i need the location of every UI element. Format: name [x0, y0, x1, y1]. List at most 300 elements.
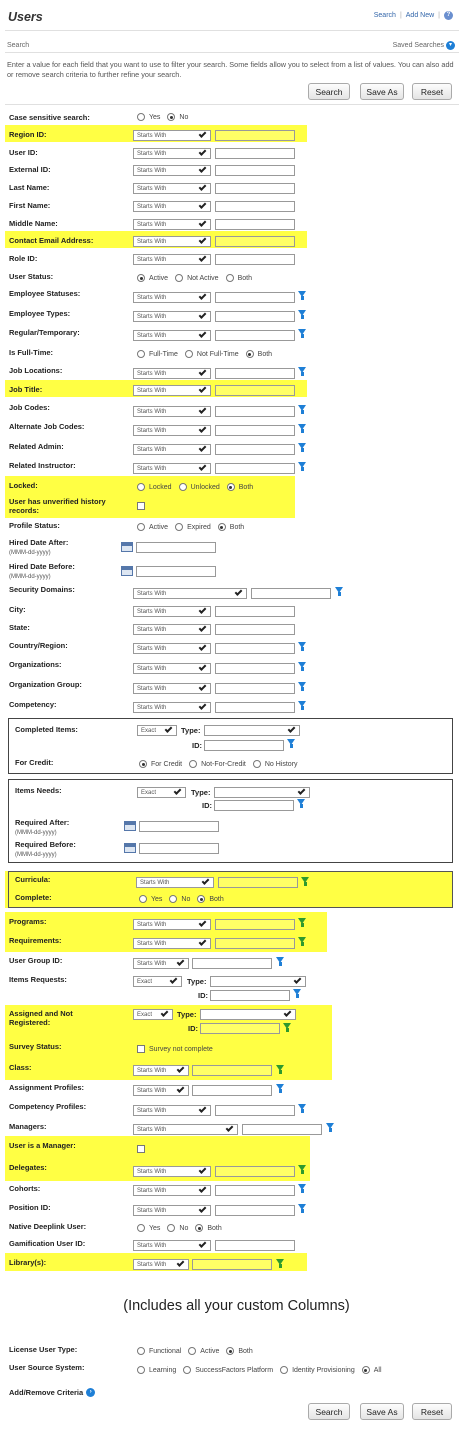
radio-label: Active: [149, 274, 169, 282]
yes-radio[interactable]: [137, 1224, 145, 1232]
select-value: Starts With: [137, 167, 167, 174]
label-text: Required After:: [15, 818, 70, 827]
alt-job-codes-label: Alternate Job Codes:: [9, 422, 85, 431]
employee-statuses-operator[interactable]: [133, 292, 211, 303]
gamification-id-label: Gamification User ID:: [9, 1239, 86, 1248]
select-value: Starts With: [137, 1261, 167, 1268]
unverified-label: User has unverified history records:: [9, 497, 106, 515]
regular-temporary-input[interactable]: [215, 330, 295, 341]
source-system-radios: [137, 1366, 385, 1374]
security-domains-input[interactable]: [251, 588, 331, 599]
link-text: Add/Remove Criteria: [9, 1388, 84, 1397]
select-value: Starts With: [137, 940, 167, 947]
country-input[interactable]: [215, 643, 295, 654]
chevron-down-icon: [177, 1085, 185, 1093]
select-value: Starts With: [137, 1187, 167, 1194]
id-label: ID:: [198, 991, 208, 1000]
both-radio[interactable]: [218, 523, 226, 531]
contact-email-operator[interactable]: [133, 236, 211, 247]
chevron-down-icon: [199, 444, 207, 452]
filter-icon[interactable]: [298, 310, 306, 316]
radio-label: No: [181, 895, 191, 903]
programs-input[interactable]: [215, 919, 295, 930]
divider: [5, 30, 459, 31]
license-type-label: License User Type:: [9, 1345, 78, 1354]
survey-not-complete-checkbox[interactable]: [137, 1045, 145, 1053]
user-id-label: User ID:: [9, 148, 38, 157]
for-credit-radios: [139, 760, 301, 768]
radio-label: Both: [238, 483, 254, 491]
regular-temporary-label: Regular/Temporary:: [9, 328, 80, 337]
chevron-down-icon: [284, 1009, 292, 1017]
radio-label: Both: [238, 1347, 253, 1355]
job-title-label: Job Title:: [9, 385, 43, 394]
select-value: Starts With: [137, 427, 167, 434]
add-remove-criteria-link[interactable]: [9, 1388, 95, 1397]
security-domains-operator[interactable]: [133, 588, 247, 599]
yes-radio[interactable]: [139, 895, 147, 903]
select-value: Starts With: [137, 294, 167, 301]
programs-operator[interactable]: [133, 919, 211, 930]
full-time-radio[interactable]: [137, 350, 145, 358]
position-id-operator[interactable]: [133, 1205, 211, 1216]
delegates-input[interactable]: [215, 1166, 295, 1177]
functional-radio[interactable]: [137, 1347, 145, 1355]
user-status-label: User Status:: [9, 272, 54, 281]
save-as-button-bottom[interactable]: Save As: [360, 1403, 404, 1420]
type-label: Type:: [177, 1010, 197, 1019]
competency-profiles-operator[interactable]: [133, 1105, 211, 1116]
org-group-input[interactable]: [215, 683, 295, 694]
competency-profiles-input[interactable]: [215, 1105, 295, 1116]
middle-name-operator[interactable]: [133, 219, 211, 230]
chevron-down-icon: [199, 330, 207, 338]
separator: |: [399, 12, 402, 19]
reset-button-bottom[interactable]: Reset: [412, 1403, 452, 1420]
position-id-label: Position ID:: [9, 1203, 51, 1212]
select-value: Starts With: [137, 1168, 167, 1175]
delegates-operator[interactable]: [133, 1166, 211, 1177]
required-before-label: [15, 840, 76, 860]
select-value: Starts With: [137, 1067, 167, 1074]
job-locations-operator[interactable]: [133, 368, 211, 379]
radio-label: Functional: [149, 1347, 182, 1355]
related-admin-input[interactable]: [215, 444, 295, 455]
intro-text: Enter a value for each field that you want to use to filter your search. Some fields allow you to select from a list of values. You can also add or remove search criteria to further refine your search.: [7, 60, 454, 79]
role-id-input[interactable]: [215, 254, 295, 265]
filter-icon[interactable]: [298, 701, 306, 707]
select-value: Starts With: [137, 960, 167, 967]
chevron-down-icon: [199, 919, 207, 927]
libraries-label: Library(s):: [9, 1258, 47, 1267]
filter-icon[interactable]: [297, 799, 305, 805]
select-value: Starts With: [137, 921, 167, 928]
hired-before-label: [9, 562, 75, 582]
filter-icon[interactable]: [298, 462, 306, 468]
type-label: Type:: [181, 726, 201, 735]
last-name-input[interactable]: [215, 183, 295, 194]
active-radio[interactable]: [188, 1347, 196, 1355]
filter-icon[interactable]: [287, 739, 295, 745]
chevron-down-icon: [165, 725, 173, 733]
state-input[interactable]: [215, 624, 295, 635]
alt-job-codes-input[interactable]: [215, 425, 295, 436]
select-value: Starts With: [137, 313, 167, 320]
city-input[interactable]: [215, 606, 295, 617]
is-manager-label: User is a Manager:: [9, 1141, 76, 1150]
state-operator[interactable]: [133, 624, 211, 635]
identity-radio[interactable]: [280, 1366, 288, 1374]
assigned-label: Assigned and Not Registered:: [9, 1009, 73, 1027]
radio-label: Both: [209, 895, 224, 903]
completed-items-type-select[interactable]: [204, 725, 300, 736]
native-deeplink-radios: [137, 1224, 225, 1232]
profile-status-label: Profile Status:: [9, 521, 60, 530]
complete-label: Complete:: [15, 893, 52, 902]
filter-icon[interactable]: [276, 957, 284, 963]
required-before-input[interactable]: [139, 843, 219, 854]
date-format-hint: (MMM-dd-yyyy): [15, 852, 57, 858]
for-credit-label: For Credit:: [15, 758, 54, 767]
select-value: Starts With: [137, 370, 167, 377]
related-instructor-input[interactable]: [215, 463, 295, 474]
libraries-input[interactable]: [192, 1259, 272, 1270]
cohorts-input[interactable]: [215, 1185, 295, 1196]
chevron-down-icon: [199, 385, 207, 393]
unlocked-radio[interactable]: [179, 483, 187, 491]
region-id-operator[interactable]: [133, 130, 211, 141]
chevron-down-icon: [288, 725, 296, 733]
select-value: Starts With: [137, 704, 167, 711]
filter-icon[interactable]: [298, 1165, 306, 1171]
organizations-operator[interactable]: [133, 663, 211, 674]
select-value: Starts With: [137, 685, 167, 692]
items-requests-type-select[interactable]: [210, 976, 306, 987]
select-value: Starts With: [137, 203, 167, 210]
filter-icon[interactable]: [276, 1084, 284, 1090]
not-for-credit-radio[interactable]: [189, 760, 197, 768]
filter-icon[interactable]: [298, 291, 306, 297]
class-input[interactable]: [192, 1065, 272, 1076]
license-type-radios: [137, 1347, 256, 1355]
radio-label: No: [179, 1224, 189, 1232]
assigned-type-select[interactable]: [200, 1009, 296, 1020]
middle-name-input[interactable]: [215, 219, 295, 230]
no-radio[interactable]: [167, 1224, 175, 1232]
items-requests-operator[interactable]: [133, 976, 182, 987]
saved-searches-label: Saved Searches: [392, 42, 444, 49]
region-id-input[interactable]: [215, 130, 295, 141]
position-id-input[interactable]: [215, 1205, 295, 1216]
select-value: Starts With: [137, 590, 167, 597]
expired-radio[interactable]: [175, 523, 183, 531]
contact-email-input[interactable]: [215, 236, 295, 247]
hired-before-input[interactable]: [136, 566, 216, 577]
radio-label: Identity Provisioning: [292, 1366, 355, 1374]
filter-icon[interactable]: [293, 989, 301, 995]
radio-label: Yes: [149, 1224, 161, 1232]
regular-temporary-operator[interactable]: [133, 330, 211, 341]
filter-icon[interactable]: [335, 587, 343, 593]
both-radio[interactable]: [227, 483, 235, 491]
page-title: Users: [8, 10, 43, 24]
organizations-input[interactable]: [215, 663, 295, 674]
filter-icon[interactable]: [298, 937, 306, 943]
select-value: Starts With: [137, 446, 167, 453]
region-id-label: Region ID:: [9, 130, 47, 139]
radio-label: Active: [200, 1347, 220, 1355]
radio-label: SuccessFactors Platform: [195, 1366, 274, 1374]
radio-label: Both: [207, 1224, 222, 1232]
completed-items-id-input[interactable]: [204, 740, 284, 751]
chevron-down-icon: [199, 148, 207, 156]
radio-label: All: [373, 1366, 382, 1374]
filter-icon[interactable]: [298, 367, 306, 373]
locked-radio[interactable]: [137, 483, 145, 491]
cohorts-operator[interactable]: [133, 1185, 211, 1196]
select-value: Starts With: [137, 608, 167, 615]
chevron-down-icon: [199, 1205, 207, 1213]
search-link[interactable]: Search: [373, 12, 396, 19]
items-needs-type-select[interactable]: [214, 787, 310, 798]
user-status-radios: [137, 274, 255, 282]
select-value: Starts With: [137, 132, 167, 139]
case-sensitive-radios: [137, 113, 191, 121]
chevron-down-icon: [199, 219, 207, 227]
employee-statuses-input[interactable]: [215, 292, 295, 303]
assigned-operator[interactable]: [133, 1009, 173, 1020]
radio-label: For Credit: [151, 760, 183, 768]
select-value: Starts With: [137, 1242, 167, 1249]
filter-icon[interactable]: [283, 1023, 291, 1029]
filter-icon[interactable]: [298, 1184, 306, 1190]
calendar-icon[interactable]: [121, 542, 133, 552]
job-title-operator[interactable]: [133, 385, 211, 396]
assignment-profiles-input[interactable]: [192, 1085, 272, 1096]
requirements-input[interactable]: [215, 938, 295, 949]
libraries-operator[interactable]: [133, 1259, 189, 1270]
filter-icon[interactable]: [298, 424, 306, 430]
items-needs-operator[interactable]: [137, 787, 186, 798]
hired-after-label: [9, 538, 68, 558]
employee-types-operator[interactable]: [133, 311, 211, 322]
select-value: Starts With: [140, 879, 170, 886]
id-label: ID:: [192, 741, 202, 750]
unverified-checkbox[interactable]: [137, 502, 145, 510]
both-radio[interactable]: [195, 1224, 203, 1232]
competency-label: Competency:: [9, 700, 57, 709]
assignment-profiles-operator[interactable]: [133, 1085, 189, 1096]
select-value: Starts With: [137, 221, 167, 228]
chevron-down-icon: [161, 1009, 169, 1017]
chevron-down-icon: [199, 311, 207, 319]
user-group-id-input[interactable]: [192, 958, 272, 969]
all-radio[interactable]: [362, 1366, 370, 1374]
both-radio[interactable]: [226, 1347, 234, 1355]
role-id-operator[interactable]: [133, 254, 211, 265]
filter-icon[interactable]: [298, 1104, 306, 1110]
radio-label: Both: [257, 350, 273, 358]
employee-statuses-label: Employee Statuses:: [9, 289, 81, 298]
managers-operator[interactable]: [133, 1124, 238, 1135]
search-button[interactable]: Search: [308, 83, 350, 100]
both-radio[interactable]: [246, 350, 254, 358]
select-value: Starts With: [137, 387, 167, 394]
radio-label: Yes: [151, 895, 163, 903]
chevron-down-icon: [199, 1105, 207, 1113]
filter-icon[interactable]: [298, 662, 306, 668]
active-radio[interactable]: [137, 274, 145, 282]
survey-status-option: [137, 1045, 213, 1053]
class-operator[interactable]: [133, 1065, 189, 1076]
select-value: Starts With: [137, 1126, 167, 1133]
filter-icon[interactable]: [298, 329, 306, 335]
yes-radio[interactable]: [137, 113, 145, 121]
no-history-radio[interactable]: [253, 760, 261, 768]
org-group-operator[interactable]: [133, 683, 211, 694]
contact-email-label: Contact Email Address:: [9, 236, 94, 245]
external-id-input[interactable]: [215, 165, 295, 176]
no-radio[interactable]: [169, 895, 177, 903]
requirements-operator[interactable]: [133, 938, 211, 949]
date-format-hint: (MMM-dd-yyyy): [9, 574, 51, 580]
managers-label: Managers:: [9, 1122, 47, 1131]
class-label: Class:: [9, 1063, 32, 1072]
first-name-input[interactable]: [215, 201, 295, 212]
job-codes-operator[interactable]: [133, 406, 211, 417]
competency-input[interactable]: [215, 702, 295, 713]
assigned-id-input[interactable]: [200, 1023, 280, 1034]
hired-after-input[interactable]: [136, 542, 216, 553]
chevron-down-icon: [199, 1240, 207, 1248]
select-value: Starts With: [137, 645, 167, 652]
select-value: Starts With: [137, 332, 167, 339]
filter-icon[interactable]: [298, 918, 306, 924]
managers-input[interactable]: [242, 1124, 322, 1135]
select-value: Starts With: [137, 185, 167, 192]
select-value: Starts With: [137, 1107, 167, 1114]
chevron-down-icon: [199, 165, 207, 173]
for-credit-radio[interactable]: [139, 760, 147, 768]
chevron-down-icon: [199, 406, 207, 414]
gamification-id-operator[interactable]: [133, 1240, 211, 1251]
filter-icon[interactable]: [298, 405, 306, 411]
save-as-button[interactable]: Save As: [360, 83, 404, 100]
user-group-id-operator[interactable]: [133, 958, 189, 969]
label-text: Hired Date Before:: [9, 562, 75, 571]
filter-icon[interactable]: [276, 1259, 284, 1265]
related-admin-operator[interactable]: [133, 444, 211, 455]
radio-label: No: [179, 113, 189, 121]
chevron-down-icon: [199, 683, 207, 691]
delegates-label: Delegates:: [9, 1163, 47, 1172]
select-value: Exact: [137, 978, 153, 985]
filter-icon[interactable]: [301, 877, 309, 883]
calendar-icon[interactable]: [124, 821, 136, 831]
no-radio[interactable]: [167, 113, 175, 121]
select-value: Starts With: [137, 665, 167, 672]
middle-name-label: Middle Name:: [9, 219, 58, 228]
curricula-operator[interactable]: [136, 877, 214, 888]
both-radio[interactable]: [197, 895, 205, 903]
select-value: Starts With: [137, 626, 167, 633]
chevron-down-icon: [199, 254, 207, 262]
city-operator[interactable]: [133, 606, 211, 617]
radio-label: Both: [229, 523, 245, 531]
filter-icon[interactable]: [298, 1204, 306, 1210]
complete-radios: [139, 895, 227, 903]
help-icon[interactable]: ?: [444, 11, 453, 20]
items-requests-id-input[interactable]: [210, 990, 290, 1001]
employee-types-input[interactable]: [215, 311, 295, 322]
checkbox-label: Survey not complete: [149, 1045, 213, 1053]
is-manager-checkbox[interactable]: [137, 1145, 145, 1153]
user-id-input[interactable]: [215, 148, 295, 159]
completed-items-operator[interactable]: [137, 725, 177, 736]
country-operator[interactable]: [133, 643, 211, 654]
filter-icon[interactable]: [276, 1065, 284, 1071]
sf-platform-radio[interactable]: [183, 1366, 191, 1374]
competency-operator[interactable]: [133, 702, 211, 713]
chevron-down-icon: [202, 877, 210, 885]
first-name-operator[interactable]: [133, 201, 211, 212]
active-radio[interactable]: [137, 523, 145, 531]
chevron-down-icon: [199, 624, 207, 632]
completed-items-label: Completed Items:: [15, 725, 78, 734]
date-format-hint: (MMM-dd-yyyy): [15, 830, 57, 836]
add-new-link[interactable]: Add New: [405, 12, 435, 19]
saved-searches[interactable]: [393, 41, 455, 50]
job-title-input[interactable]: [215, 385, 295, 396]
calendar-icon[interactable]: [121, 566, 133, 576]
job-codes-input[interactable]: [215, 406, 295, 417]
filter-icon[interactable]: [326, 1123, 334, 1129]
reset-button[interactable]: Reset: [412, 83, 452, 100]
items-needs-id-input[interactable]: [214, 800, 294, 811]
cohorts-label: Cohorts:: [9, 1184, 41, 1193]
gamification-id-input[interactable]: [215, 1240, 295, 1251]
select-value: Exact: [141, 789, 157, 796]
calendar-icon[interactable]: [124, 843, 136, 853]
chevron-down-icon: [226, 1124, 234, 1132]
last-name-operator[interactable]: [133, 183, 211, 194]
label-text: Hired Date After:: [9, 538, 69, 547]
user-group-id-label: User Group ID:: [9, 956, 63, 965]
both-radio[interactable]: [226, 274, 234, 282]
related-instructor-operator[interactable]: [133, 463, 211, 474]
select-value: Exact: [137, 1011, 153, 1018]
required-after-input[interactable]: [139, 821, 219, 832]
select-value: Starts With: [137, 1087, 167, 1094]
filter-icon[interactable]: [298, 443, 306, 449]
select-value: Starts With: [137, 465, 167, 472]
alt-job-codes-operator[interactable]: [133, 425, 211, 436]
not-active-radio[interactable]: [175, 274, 183, 282]
type-label: Type:: [187, 977, 207, 986]
user-id-operator[interactable]: [133, 148, 211, 159]
filter-icon[interactable]: [298, 682, 306, 688]
search-button-bottom[interactable]: Search: [308, 1403, 350, 1420]
learning-radio[interactable]: [137, 1366, 145, 1374]
radio-label: Unlocked: [190, 483, 220, 491]
job-locations-input[interactable]: [215, 368, 295, 379]
filter-icon[interactable]: [298, 642, 306, 648]
external-id-operator[interactable]: [133, 165, 211, 176]
country-label: Country/Region:: [9, 641, 68, 650]
not-full-time-radio[interactable]: [185, 350, 193, 358]
first-name-label: First Name:: [9, 201, 51, 210]
curricula-input[interactable]: [218, 877, 298, 888]
